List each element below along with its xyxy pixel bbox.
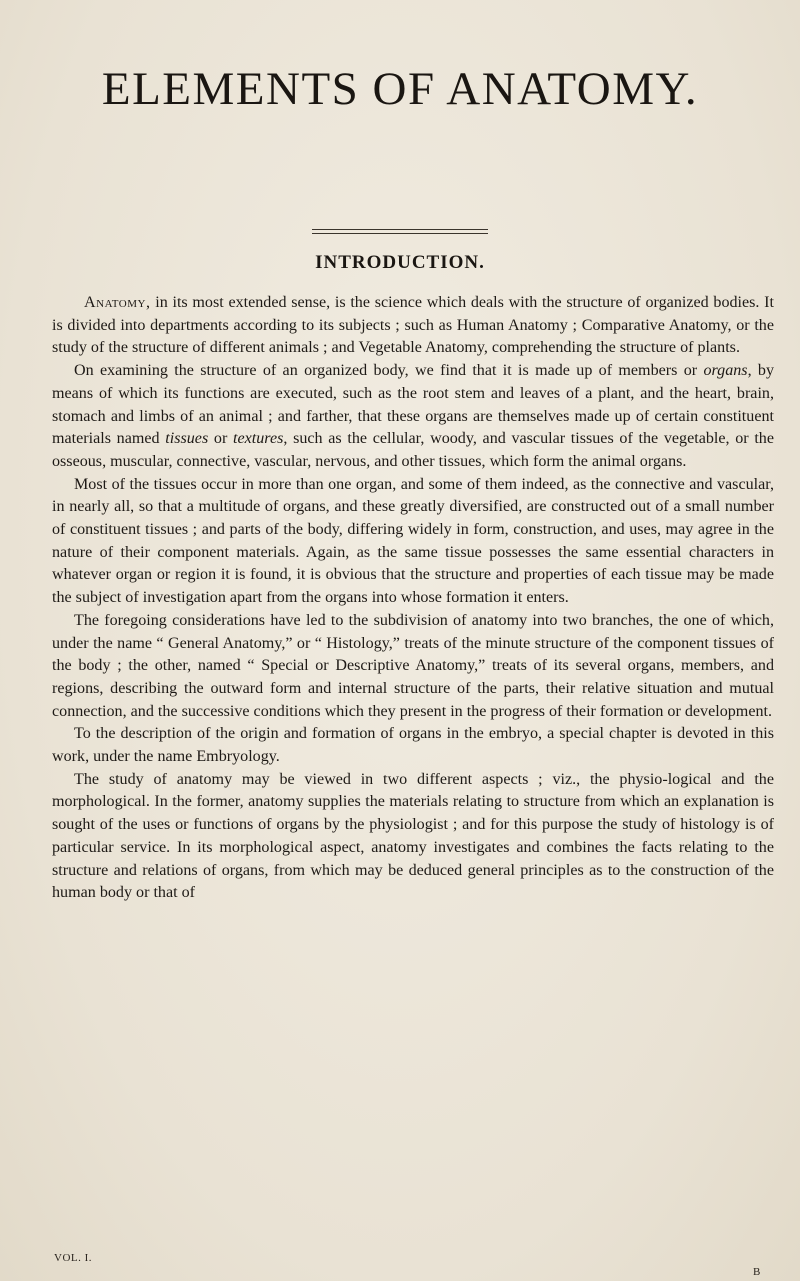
italic-term-textures: textures bbox=[233, 430, 284, 448]
paragraph-6 bbox=[52, 769, 774, 905]
text-run: or bbox=[208, 430, 234, 448]
book-title: ELEMENTS OF ANATOMY. bbox=[101, 63, 699, 115]
volume-marker: VOL. I. bbox=[54, 1252, 93, 1264]
text-run: Most of the tissues occur in more than one organ, and some of them indeed, as the connective and vascular, in nearly all, so that a multitude of organs, and these greatly diversified, are constructed out of a small number of constituent tissues ; and parts of the body, differing widely in form, construction, and uses, may agree in the nature of their component materials. Again, as the same tissue possesses the same essential characters in whatever organ or region it is found, it is obvious that the structure and properties of each tissue may be made the subject of investigation apart from the organs into whose formation it enters. bbox=[52, 475, 774, 607]
text-run: On examining the structure of an organized body, we find that it is made up of members or bbox=[74, 362, 704, 380]
text-run: To the description of the origin and formation of organs in the embryo, a special chapter is devoted in this work, under the name Embryology. bbox=[52, 725, 774, 766]
section-heading: INTRODUCTION. bbox=[315, 252, 485, 273]
text-run: in its most extended sense, is the science which deals with the structure of organized bodies. It is divided into departments according to its subjects ; such as Human Anatomy ; Comparative Anatomy, or the study of the structure of different animals ; and Vegetable Anatomy, comprehending the structure of plants. bbox=[52, 294, 774, 357]
italic-term-tissues: tissues bbox=[165, 430, 209, 448]
paragraph-5 bbox=[52, 723, 774, 768]
paragraph-2 bbox=[52, 360, 774, 474]
text-run: The study of anatomy may be viewed in two different aspects ; viz., the physio-logical and the morphological. In the former, anatomy supplies the materials relating to structure from which an explanation is sought of the uses or functions of organs by the physiologist ; and for this purpose the study of histology is of particular service. In its morphological aspect, anatomy investigates and combines the facts relating to the structure and relations of organs, from which may be deduced general principles as to the construction of the human body or that of bbox=[52, 770, 774, 902]
text-run: The foregoing considerations have led to the subdivision of anatomy into two branches, the one of which, under the name “ General Anatomy,” or “ Histology,” treats of the minute structure of the component tissues of the body ; the other, named “ Special or Descriptive Anatomy,” treats of its several organs, members, and regions, describing the outward form and internal structure of the parts, their relative situation and mutual connection, and the successive conditions which they present in the progress of their formation or development. bbox=[52, 611, 774, 720]
text-run: , by means of which its functions are executed, such as the root stem and leaves of a plant, and the heart, brain, stomach and limbs of an animal ; and farther, that these organs are themselves made up of certain constituent materials named bbox=[52, 362, 774, 448]
paragraph-4 bbox=[52, 610, 774, 724]
text-run: , such as the cellular, woody, and vascular tissues of the vegetable, or the osseous, muscular, connective, vascular, nervous, and other tissues, which form the animal organs. bbox=[52, 430, 775, 470]
signature-mark: B bbox=[753, 1266, 761, 1278]
body-text bbox=[52, 292, 774, 905]
paragraph-1 bbox=[52, 292, 774, 360]
double-rule-top bbox=[312, 229, 488, 230]
double-rule-bottom bbox=[312, 233, 488, 234]
lead-word: Anatomy, bbox=[84, 294, 151, 311]
italic-term-organs: organs bbox=[703, 362, 748, 380]
paragraph-3 bbox=[52, 474, 774, 610]
